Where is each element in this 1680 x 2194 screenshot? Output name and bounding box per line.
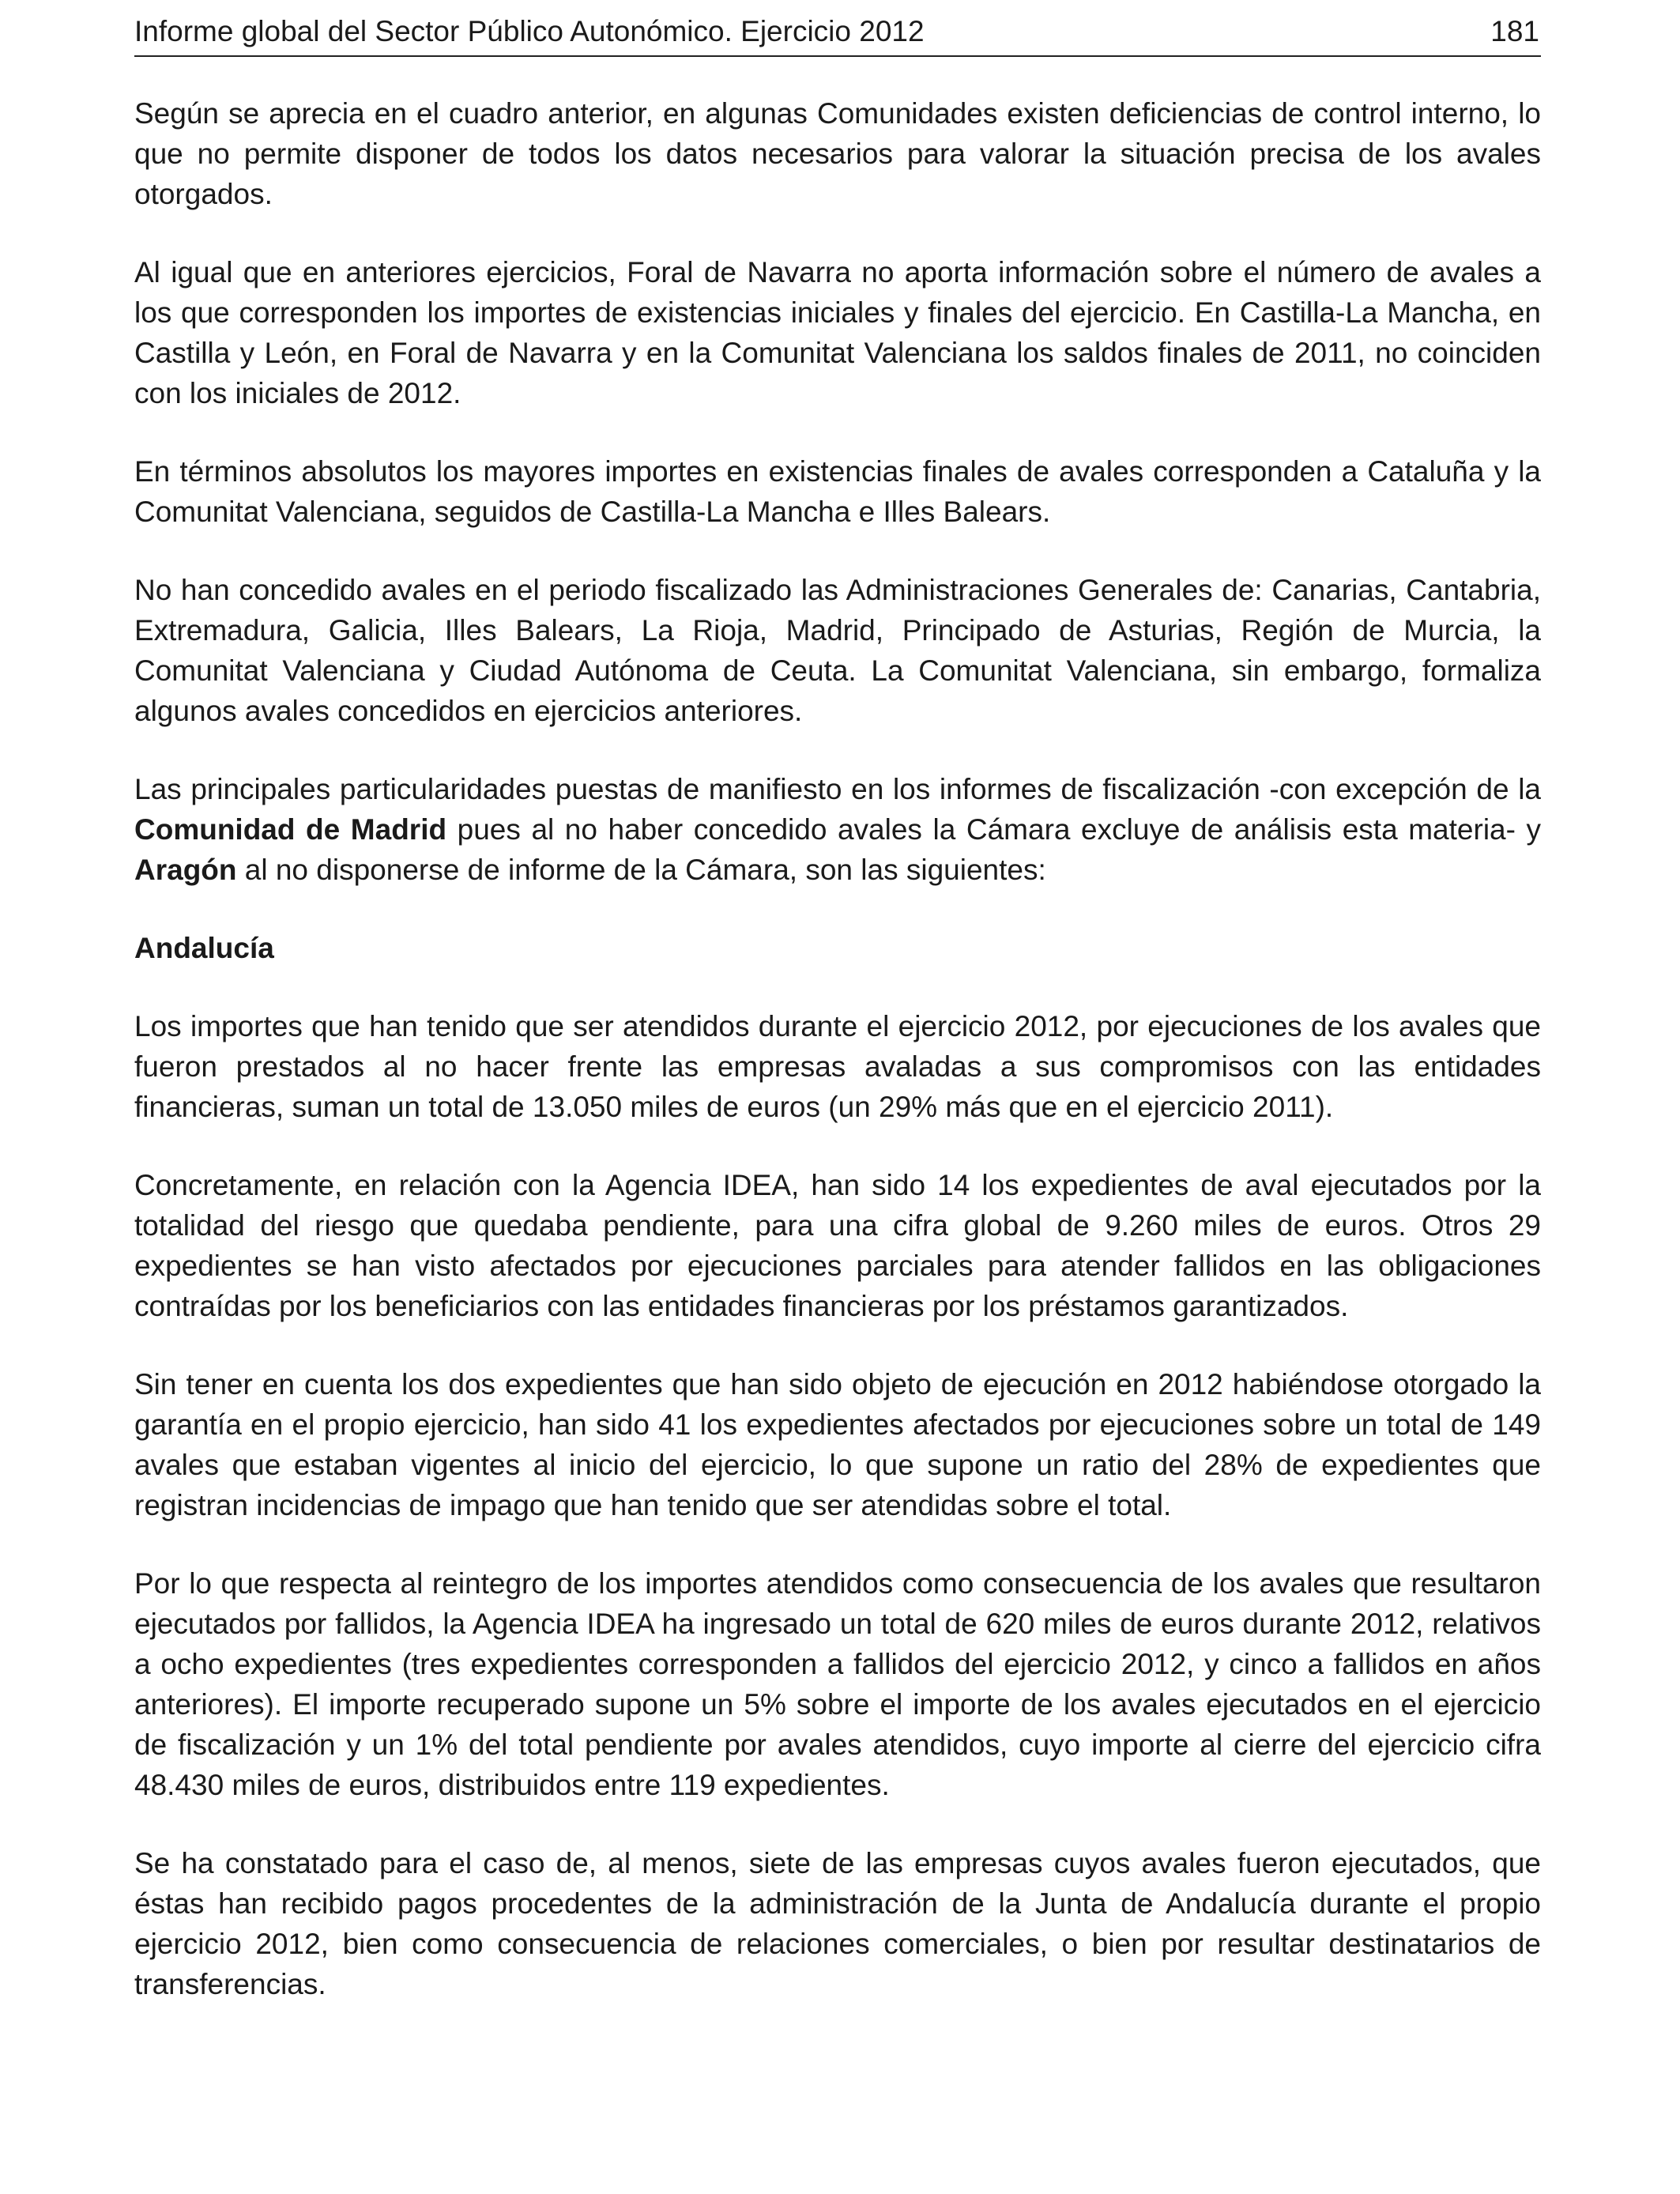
paragraph-5-text-a: Las principales particularidades puestas de manifiesto en los informes de fiscalización -con excepción de la	[134, 773, 1541, 805]
paragraph-10: Se ha constatado para el caso de, al menos, siete de las empresas cuyos avales fueron ejecutados, que éstas han recibido pagos procedentes de la administración de la Junta de Andalucía durante el propio ejercicio 2012, bien como consecuencia de relaciones comerciales, o bien por resultar destinatarios de transferencias.	[134, 1847, 1541, 2000]
paragraph-5	[134, 769, 1541, 890]
paragraph-4: No han concedido avales en el periodo fiscalizado las Administraciones Generales de: Canarias, Cantabria, Extremadura, Galicia, Illes Balears, La Rioja, Madrid, Principado de Asturias, Región de Murcia, la Comunitat Valenciana y Ciudad Autónoma de Ceuta. La Comunitat Valenciana, sin embargo, formaliza algunos avales concedidos en ejercicios anteriores.	[134, 574, 1541, 727]
paragraph-2: Al igual que en anteriores ejercicios, Foral de Navarra no aporta información sobre el número de avales a los que corresponden los importes de existencias iniciales y finales del ejercicio. En Castilla-La Mancha, en Castilla y León, en Foral de Navarra y en la Comunitat Valenciana los saldos finales de 2011, no coinciden con los iniciales de 2012.	[134, 256, 1541, 409]
paragraph-5-text-b: pues al no haber concedido avales la Cámara excluye de análisis esta materia- y	[446, 813, 1541, 846]
paragraph-3: En términos absolutos los mayores importes en existencias finales de avales corresponden a Cataluña y la Comunitat Valenciana, seguidos de Castilla-La Mancha e Illes Balears.	[134, 455, 1541, 528]
paragraph-8: Sin tener en cuenta los dos expedientes que han sido objeto de ejecución en 2012 habiéndose otorgado la garantía en el propio ejercicio, han sido 41 los expedientes afectados por ejecuciones sobre un total de 149 avales que estaban vigentes al inicio del ejercicio, lo que supone un ratio del 28% de expedientes que registran incidencias de impago que han tenido que ser atendidas sobre el total.	[134, 1368, 1541, 1521]
paragraph-9: Por lo que respecta al reintegro de los importes atendidos como consecuencia de los avales que resultaron ejecutados por fallidos, la Agencia IDEA ha ingresado un total de 620 miles de euros durante 2012, relativos a ocho expedientes (tres expedientes corresponden a fallidos del ejercicio 2012, y cinco a fallidos en años anteriores). El importe recuperado supone un 5% sobre el importe de los avales ejecutados en el ejercicio de fiscalización y un 1% del total pendiente por avales atendidos, cuyo importe al cierre del ejercicio cifra 48.430 miles de euros, distribuidos entre 119 expedientes.	[134, 1567, 1541, 1801]
paragraph-5-bold-madrid: Comunidad de Madrid	[134, 813, 447, 846]
paragraph-7: Concretamente, en relación con la Agencia IDEA, han sido 14 los expedientes de aval ejecutados por la totalidad del riesgo que quedaba pendiente, para una cifra global de 9.260 miles de euros. Otros 29 expedientes se han visto afectados por ejecuciones parciales para atender fallidos en las obligaciones contraídas por los beneficiarios con las entidades financieras por los préstamos garantizados.	[134, 1169, 1541, 1322]
page-header	[134, 11, 1541, 57]
document-body	[134, 93, 1541, 2042]
paragraph-5-text-c: al no disponerse de informe de la Cámara, son las siguientes:	[236, 854, 1046, 886]
section-heading: Andalucía	[134, 932, 274, 964]
page-number: 181	[1490, 15, 1539, 47]
paragraph-1: Según se aprecia en el cuadro anterior, en algunas Comunidades existen deficiencias de control interno, lo que no permite disponer de todos los datos necesarios para valorar la situación precisa de los avales otorgados.	[134, 97, 1541, 210]
paragraph-6: Los importes que han tenido que ser atendidos durante el ejercicio 2012, por ejecuciones de los avales que fueron prestados al no hacer frente las empresas avaladas a sus compromisos con las entidades financieras, suman un total de 13.050 miles de euros (un 29% más que en el ejercicio 2011).	[134, 1010, 1541, 1123]
header-title: Informe global del Sector Público Autonómico. Ejercicio 2012	[134, 15, 925, 47]
paragraph-5-bold-aragon: Aragón	[134, 854, 237, 886]
